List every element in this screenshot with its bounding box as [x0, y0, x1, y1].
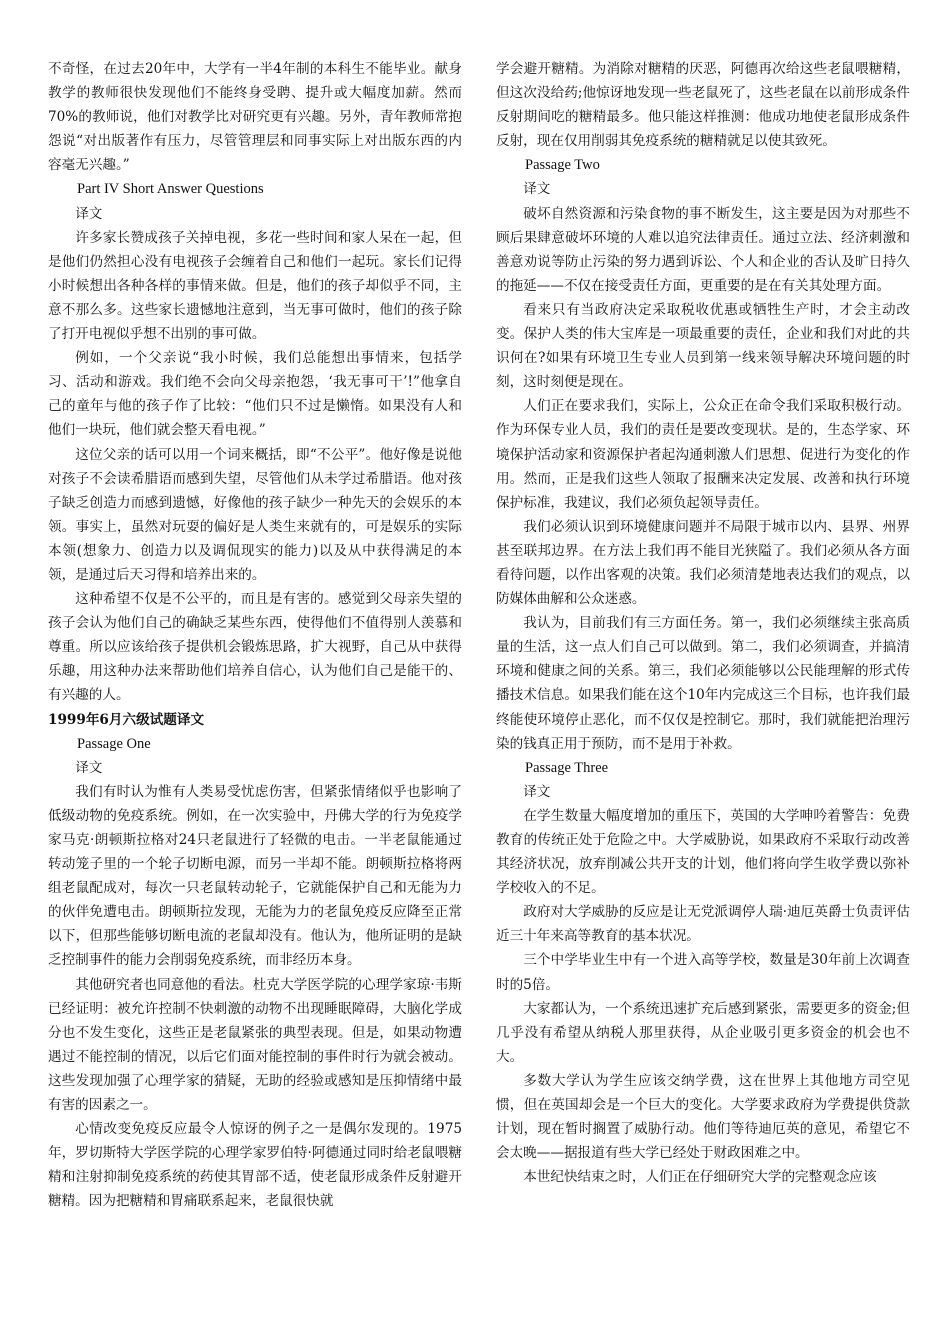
left-column [48, 57, 462, 1344]
paragraph: 多数大学认为学生应该交纳学费，这在世界上其他地方司空见惯，但在英国却会是一个巨大的变化。大学要求政府为学费提供贷款计划，现在暂时搁置了威胁行动。他们等待迪厄英的意见，希望它不会太晚——据报道有些大学已经处于财政困难之中。 [496, 1072, 910, 1162]
paragraph: 三个中学毕业生中有一个进入高等学校，数量是30年前上次调查时的5倍。 [496, 952, 910, 993]
paragraph: 这位父亲的话可以用一个词来概括，即“不公平”。他好像是说他对孩子不会读希腊语而感到失望，尽管他们从未学过希腊语。他对孩子缺乏创造力而感到遗憾，好像他的孩子缺少一种先天的会娱乐的本领。事实上，虽然对玩耍的偏好是人类生来就有的，可是娱乐的实际本领(想象力、创造力以及调侃现实的能力)以及从中获得满足的本领，是通过后天习得和培养出来的。 [48, 446, 462, 583]
paragraph: 在学生数量大幅度增加的重压下，英国的大学呻吟着警告：免费教育的传统正处于危险之中。大学威胁说，如果政府不采取行动改善其经济状况，放弃削减公共开支的计划，他们将向学生收学费以弥补学校收入的不足。 [496, 807, 910, 897]
body-text: 不奇怪，在过去20年中，大学有一半4年制的本科生不能毕业。献身教学的教师很快发现他们不能终身受聘、提升或大幅度加薪。然而70%的教师说，他们对教学比对研究更有兴趣。另外，青年教师常抱怨说“对出版著作有压力，尽管管理层和同事实际上对出版东西的内容毫无兴趣。” [48, 61, 462, 174]
paragraph: 我们必须认识到环境健康问题并不局限于城市以内、县界、州界甚至联邦边界。在方法上我们再不能目光狭隘了。我们必须从各方面看待问题，以作出客观的决策。我们必须清楚地表达我们的观点，以防媒体曲解和公众迷惑。 [496, 518, 910, 608]
paragraph: 本世纪快结束之时，人们正在仔细研究大学的完整观念应该 [523, 1169, 877, 1186]
exam-title: 1999年6月六级试题译文 [48, 711, 205, 728]
paragraph: 看来只有当政府决定采取税收优惠或牺牲生产时，才会主动改变。保护人类的伟大宝库是一项最重要的责任，企业和我们对此的共识何在?如果有环境卫生专业人员到第一线来领导解决环境问题的时刻，这时刻便是现在。 [496, 301, 910, 391]
paragraph: 我认为，目前我们有三方面任务。第一，我们必须继续主张高质量的生活，这一点人们自己可以做到。第二，我们必须调查，并搞清环境和健康之间的关系。第三，我们必须能够以公民能理解的形式传播技术信息。如果我们能在这个10年内完成这三个目标，也许我们最终能使环境停止恶化，而不仅仅是控制它。那时，我们就能把治理污染的钱真正用于预防，而不是用于补救。 [496, 615, 910, 752]
right-column [496, 57, 910, 1344]
subheading: 译文 [75, 205, 103, 222]
paragraph: 破坏自然资源和污染食物的事不断发生，这主要是因为对那些不顾后果肆意破坏环境的人难以追究法律责任。通过立法、经济刺激和善意劝说等防止污染的努力遇到诉讼、个人和企业的否认及旷日持久的拖延——不仅在接受责任方面，更重要的是在有关其处理方面。 [496, 205, 910, 294]
subheading: 译文 [523, 181, 551, 198]
paragraph: 例如，一个父亲说“我小时候，我们总能想出事情来，包括学习、活动和游戏。我们绝不会向父母亲抱怨，‘我无事可干’!”他拿自己的童年与他的孩子作了比较：“他们只不过是懒惰。如果没有人和他们一块玩，他们就会整天看电视。” [48, 350, 462, 439]
paragraph: 人们正在要求我们，实际上，公众正在命令我们采取积极行动。作为环保专业人员，我们的责任是要改变现状。是的，生态学家、环境保护活动家和资源保护者起沟通刺激人们思想、促进行为变化的作用。然而，正是我们这些人领取了报酬来决定发展、改善和执行环境保护标准，我建议，我们必须负起领导责任。 [496, 398, 910, 511]
paragraph: 心情改变免疫反应最令人惊讶的例子之一是偶尔发现的。1975年，罗切斯特大学医学院的心理学家罗伯特·阿德通过同时给老鼠喂糖精和注射抑制免疫系统的药使其胃部不适，使老鼠形成条件反射避开糖精。因为把糖精和胃痛联系起来，老鼠很快就 [48, 1121, 462, 1210]
subheading: 译文 [75, 759, 103, 776]
paragraph: 许多家长赞成孩子关掉电视，多花一些时间和家人呆在一起，但是他们仍然担心没有电视孩子会缠着自己和他们一起玩。家长们记得小时候想出各种各样的事情来做。但是，他们的孩子却似乎不同，主意不那么多。这些家长遗憾地注意到，当无事可做时，他们的孩子除了打开电视似乎想不出别的事可做。 [48, 229, 462, 343]
paragraph: 其他研究者也同意他的看法。杜克大学医学院的心理学家琼·韦斯已经证明：被允许控制不快刺激的动物不出现睡眠障碍，大脑化学成分也不发生变化，这些正是老鼠紧张的典型表现。但是，如果动物遭遇过不能控制的情况，以后它们面对能控制的事件时行为就会被动。这些发现加强了心理学家的猜疑，无助的经验或感知是压抑情绪中最有害的因素之一。 [48, 976, 462, 1114]
section-heading: Part IV Short Answer Questions [77, 181, 264, 198]
paragraph: 这种希望不仅是不公平的，而且是有害的。感觉到父母亲失望的孩子会认为他们自己的确缺乏某些东西，使得他们不值得别人羡慕和尊重。所以应该给孩子提供机会锻炼思路，扩大视野，自己从中获得乐趣，用这种办法来帮助他们培养自信心，认为他们自己是能干的、有兴趣的人。 [48, 591, 462, 704]
passage-heading: Passage Two [525, 157, 600, 174]
paragraph: 政府对大学威胁的反应是让无党派调停人瑞·迪厄英爵士负责评估近三十年来高等教育的基本状况。 [496, 904, 910, 945]
passage-heading: Passage One [77, 735, 151, 752]
paragraph: 大家都认为，一个系统迅速扩充后感到紧张，需要更多的资金;但几乎没有希望从纳税人那里获得，从企业吸引更多资金的机会也不大。 [496, 1000, 910, 1065]
body-text: 学会避开糖精。为消除对糖精的厌恶，阿德再次给这些老鼠喂糖精，但这次没给药;他惊讶地发现一些老鼠死了，这些老鼠在以前形成条件反射期间吃的糖精最多。他只能这样推测：他成功地使老鼠形成条件反射，现在仅用削弱其免疫系统的糖精就足以使其致死。 [496, 61, 910, 150]
paragraph: 我们有时认为惟有人类易受忧虑伤害，但紧张情绪似乎也影响了低级动物的免疫系统。例如，在一次实验中，丹佛大学的行为免疫学家马克·朗顿斯拉格对24只老鼠进行了轻微的电击。一半老鼠能通过转动笼子里的一个轮子切断电源，而另一半却不能。朗顿斯拉格将两组老鼠配成对，每次一只老鼠转动轮子，它就能保护自己和无能为力的伙伴免遭电击。朗顿斯拉发现，无能为力的老鼠免疫反应降至正常以下，但那些能够切断电流的老鼠却没有。他认为，他所证明的是缺乏控制事件的能力会削弱免疫系统，而非经历本身。 [48, 783, 462, 969]
passage-heading: Passage Three [525, 759, 609, 776]
subheading: 译文 [523, 783, 551, 800]
